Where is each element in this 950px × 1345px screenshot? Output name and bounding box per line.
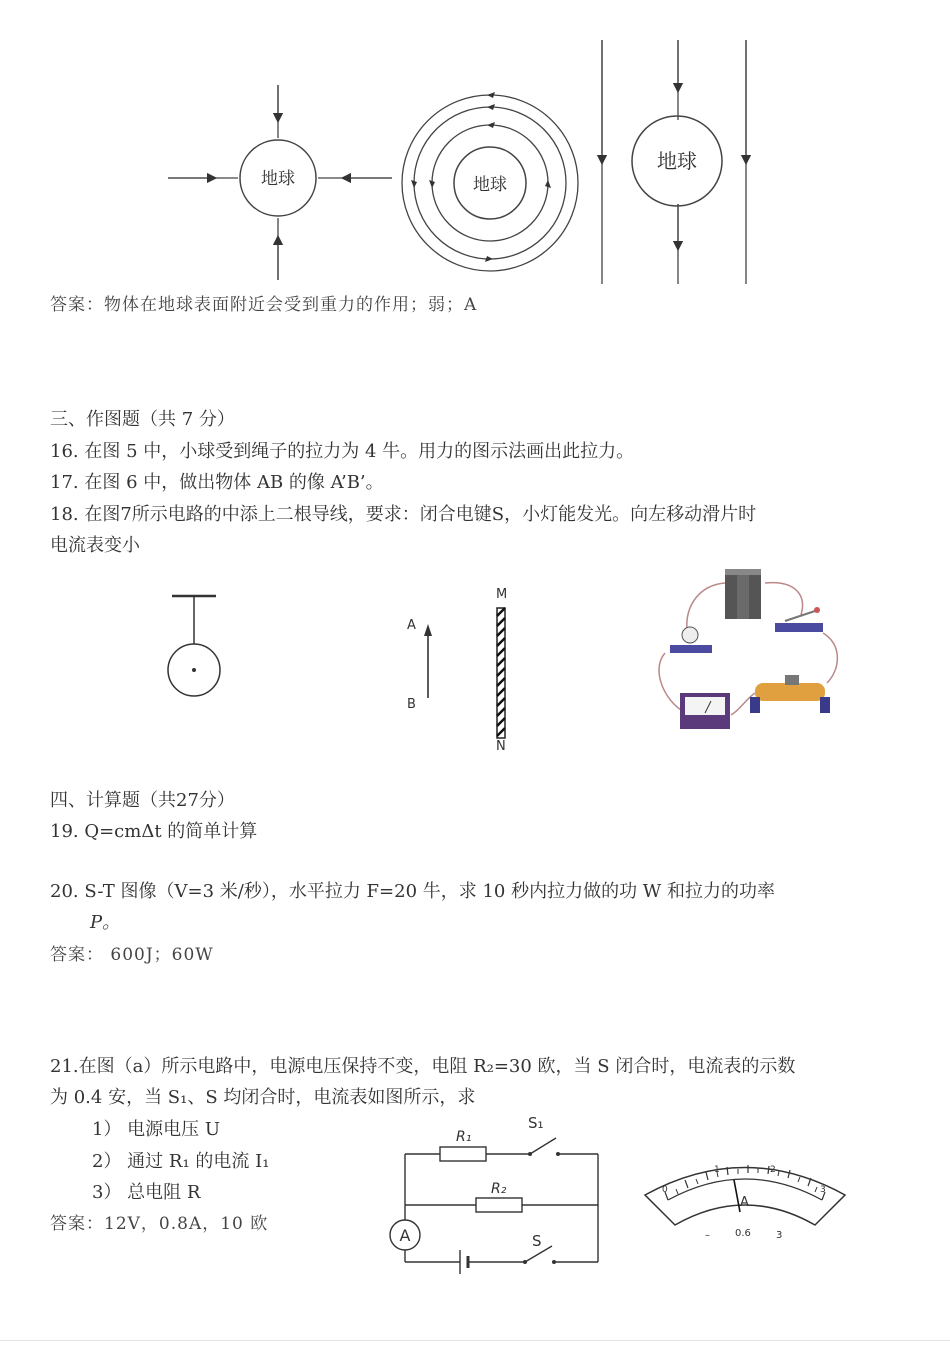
label-a: A <box>407 618 416 633</box>
figure-a-circuit <box>380 1110 610 1275</box>
earth-field-diagrams <box>150 30 770 290</box>
tick-2: 2 <box>770 1165 776 1175</box>
question-21-line2: 为 0.4 安，当 S₁、S 均闭合时，电流表如图所示，求 <box>50 1087 476 1108</box>
label-s: S <box>532 1232 542 1250</box>
figure-5-ball-on-rope <box>160 590 240 700</box>
parallel-field-diagram <box>602 40 746 284</box>
earth-label-2: 地球 <box>473 175 507 195</box>
switch <box>775 607 823 632</box>
battery-pack <box>725 569 761 619</box>
question-21-item-3: 3） 总电阻 R <box>92 1182 201 1203</box>
question-20-line2: P。 <box>90 912 121 933</box>
ammeter-device <box>680 693 730 729</box>
question-18-line2: 电流表变小 <box>50 535 140 556</box>
label-s1: S₁ <box>528 1114 544 1132</box>
label-ammeter: A <box>399 1226 411 1245</box>
circular-field-diagram <box>402 92 578 271</box>
section3-heading: 三、作图题（共 7 分） <box>50 409 235 430</box>
sliding-rheostat <box>750 675 830 713</box>
lamp <box>670 627 712 653</box>
section4-heading: 四、计算题（共27分） <box>50 790 235 811</box>
question-16: 16. 在图 5 中，小球受到绳子的拉力为 4 牛。用力的图示法画出此拉力。 <box>50 441 635 462</box>
figure-7-physical-circuit <box>645 565 855 740</box>
label-r2: R₂ <box>491 1181 507 1197</box>
page-bottom-rule <box>0 1340 950 1341</box>
terminal-3: 3 <box>776 1230 783 1241</box>
terminal-0-6: 0.6 <box>735 1228 751 1239</box>
meter-unit: A <box>740 1195 749 1210</box>
tick-1: 1 <box>714 1165 720 1175</box>
answer-21: 答案：12V，0.8A，10 欧 <box>50 1214 269 1234</box>
answer-15: 答案：物体在地球表面附近会受到重力的作用；弱；A <box>50 295 478 315</box>
label-m: M <box>496 587 508 602</box>
question-19: 19. Q=cmΔt 的简单计算 <box>50 821 258 842</box>
answer-20: 答案： 600J；60W <box>50 945 214 965</box>
plane-mirror <box>497 608 505 738</box>
earth-label-1: 地球 <box>261 169 295 189</box>
question-20-line1: 20. S-T 图像（V=3 米/秒），水平拉力 F=20 牛，求 10 秒内拉力做的功 W 和拉力的功率 <box>50 881 776 902</box>
terminal-minus: – <box>705 1230 710 1241</box>
label-b: B <box>407 697 416 712</box>
radial-field-diagram <box>168 85 392 280</box>
question-21-item-2: 2） 通过 R₁ 的电流 I₁ <box>92 1151 270 1172</box>
label-r1: R₁ <box>456 1129 472 1145</box>
question-21-line1: 21.在图（a）所示电路中，电源电压保持不变，电阻 R₂=30 欧，当 S 闭合时，电流表的示数 <box>50 1056 796 1077</box>
tick-0: 0 <box>662 1185 668 1195</box>
earth-label-3: 地球 <box>657 149 697 173</box>
tick-3: 3 <box>820 1185 826 1195</box>
question-17: 17. 在图 6 中，做出物体 AB 的像 A’B’。 <box>50 472 384 493</box>
question-21-item-1: 1） 电源电压 U <box>92 1119 221 1140</box>
figure-6-mirror <box>395 580 535 760</box>
label-n: N <box>496 739 506 754</box>
question-18-line1: 18. 在图7所示电路的中添上二根导线，要求：闭合电键S，小灯能发光。向左移动滑片时 <box>50 504 757 525</box>
ammeter-dial <box>640 1150 850 1245</box>
